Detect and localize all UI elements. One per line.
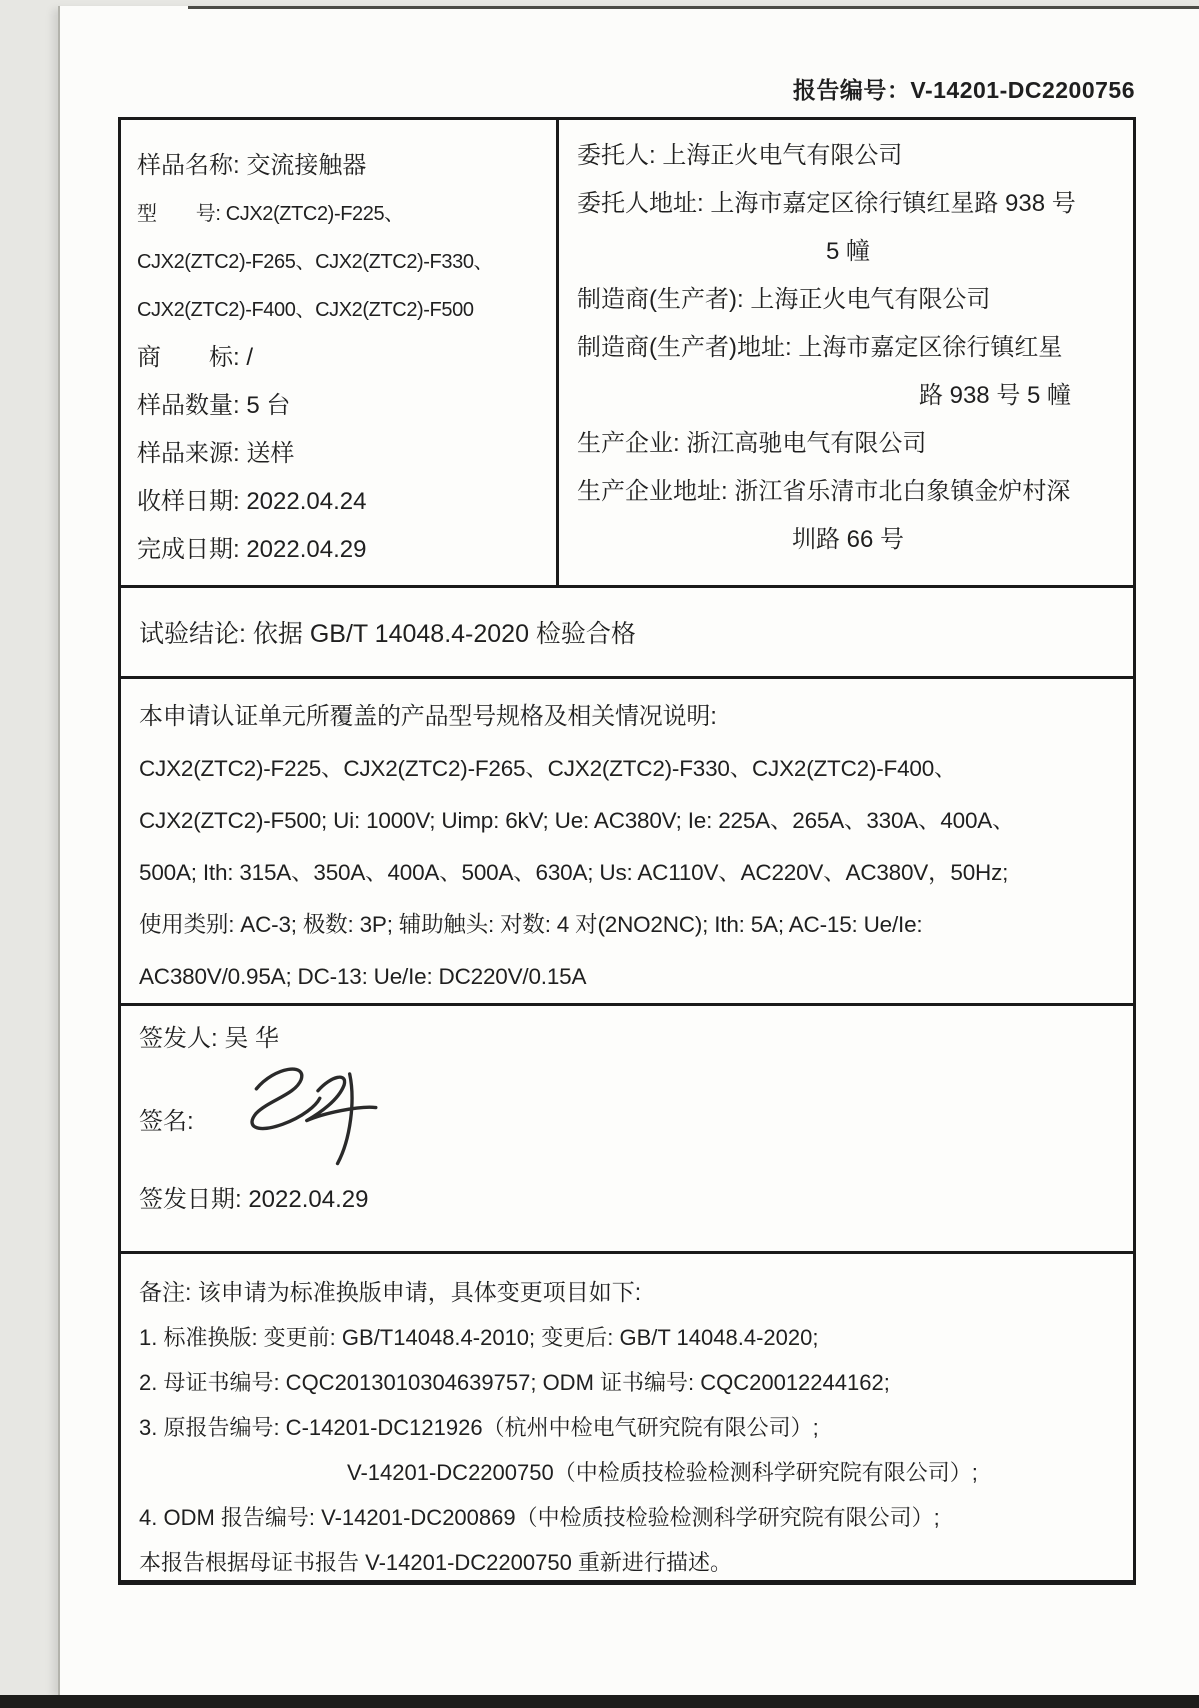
remarks-line: 3. 原报告编号: C-14201-DC121926（杭州中检电气研究院有限公司）; <box>139 1415 819 1440</box>
report-number: 报告编号：V-14201-DC2200756 <box>792 77 1135 103</box>
sample-info-cell <box>121 120 559 585</box>
coverage-line: 500A; Ith: 315A、350A、400A、500A、630A; Us: AC110V、AC220V、AC380V，50Hz; <box>139 860 1009 885</box>
sample-info-line: 样品数量: 5 台 <box>137 392 291 419</box>
coverage-row <box>121 679 1133 1006</box>
sample-info-line: CJX2(ZTC2)-F400、CJX2(ZTC2)-F500 <box>137 299 474 321</box>
remarks-line: 2. 母证书编号: CQC2013010304639757; ODM 证书编号: CQC20012244162; <box>139 1370 890 1395</box>
coverage-line: AC380V/0.95A; DC-13: Ue/Ie: DC220V/0.15A <box>139 964 587 989</box>
sample-info-line: 商 标: / <box>137 344 254 371</box>
coverage-line: CJX2(ZTC2)-F225、CJX2(ZTC2)-F265、CJX2(ZTC2)-F330、CJX2(ZTC2)-F400、 <box>139 756 957 781</box>
remarks-line: 1. 标准换版: 变更前: GB/T14048.4-2010; 变更后: GB/T 14048.4-2020; <box>139 1325 819 1350</box>
scan-bottom-edge <box>0 1695 1199 1708</box>
sample-info-line: 样品名称: 交流接触器 <box>137 152 367 179</box>
page-top-edge <box>188 6 1199 9</box>
signoff-row <box>121 1006 1133 1254</box>
coverage-line: 本申请认证单元所覆盖的产品型号规格及相关情况说明: <box>139 703 717 730</box>
remarks-line: 本报告根据母证书报告 V-14201-DC2200750 重新进行描述。 <box>139 1550 732 1575</box>
issuer-line: 签发人: 吴 华 <box>139 1025 280 1052</box>
applicant-info-line: 委托人: 上海正火电气有限公司 <box>577 142 903 169</box>
sample-info-line: 型 号: CJX2(ZTC2)-F225、 <box>137 203 404 225</box>
parties-row <box>121 120 1133 588</box>
applicant-info-line: 制造商(生产者): 上海正火电气有限公司 <box>577 286 991 313</box>
applicant-info-cell <box>559 120 1133 585</box>
handwritten-signature-icon <box>222 1059 412 1171</box>
remarks-line: 备注: 该申请为标准换版申请，具体变更项目如下: <box>139 1279 642 1305</box>
sample-info-line: 完成日期: 2022.04.29 <box>137 536 367 563</box>
signature-row <box>139 1062 1115 1174</box>
test-conclusion-text: 试验结论: 依据 GB/T 14048.4-2020 检验合格 <box>139 620 636 648</box>
remarks-line: 4. ODM 报告编号: V-14201-DC200869（中检质技检验检测科学研究院有限公司）; <box>139 1505 940 1530</box>
remarks-row <box>121 1254 1133 1580</box>
applicant-info-line: 生产企业地址: 浙江省乐清市北白象镇金炉村深 <box>577 478 1071 505</box>
remarks-line: V-14201-DC2200750（中检质技检验检测科学研究院有限公司）; <box>347 1460 978 1485</box>
applicant-info-line: 生产企业: 浙江高驰电气有限公司 <box>577 430 927 457</box>
test-conclusion-row <box>121 588 1133 679</box>
applicant-info-line: 路 938 号 5 幢 <box>918 382 1071 409</box>
applicant-info-line: 委托人地址: 上海市嘉定区徐行镇红星路 938 号 <box>577 190 1076 217</box>
applicant-info-line: 圳路 66 号 <box>791 526 905 553</box>
sample-info-line: 收样日期: 2022.04.24 <box>137 488 367 515</box>
applicant-info-line: 5 幢 <box>825 238 870 265</box>
signature-label: 签名: <box>139 1107 194 1135</box>
sample-info-line: 样品来源: 送样 <box>137 440 295 467</box>
coverage-line: CJX2(ZTC2)-F500; Ui: 1000V; Uimp: 6kV; Ue: AC380V; Ie: 225A、265A、330A、400A、 <box>139 808 1015 833</box>
applicant-info-line: 制造商(生产者)地址: 上海市嘉定区徐行镇红星 <box>577 334 1063 361</box>
issue-date-line: 签发日期: 2022.04.29 <box>139 1186 369 1213</box>
coverage-line: 使用类别: AC-3; 极数: 3P; 辅助触头: 对数: 4 对(2NO2NC); Ith: 5A; AC-15: Ue/Ie: <box>139 912 923 937</box>
report-table <box>118 117 1136 1585</box>
sample-info-line: CJX2(ZTC2)-F265、CJX2(ZTC2)-F330、 <box>137 251 494 273</box>
